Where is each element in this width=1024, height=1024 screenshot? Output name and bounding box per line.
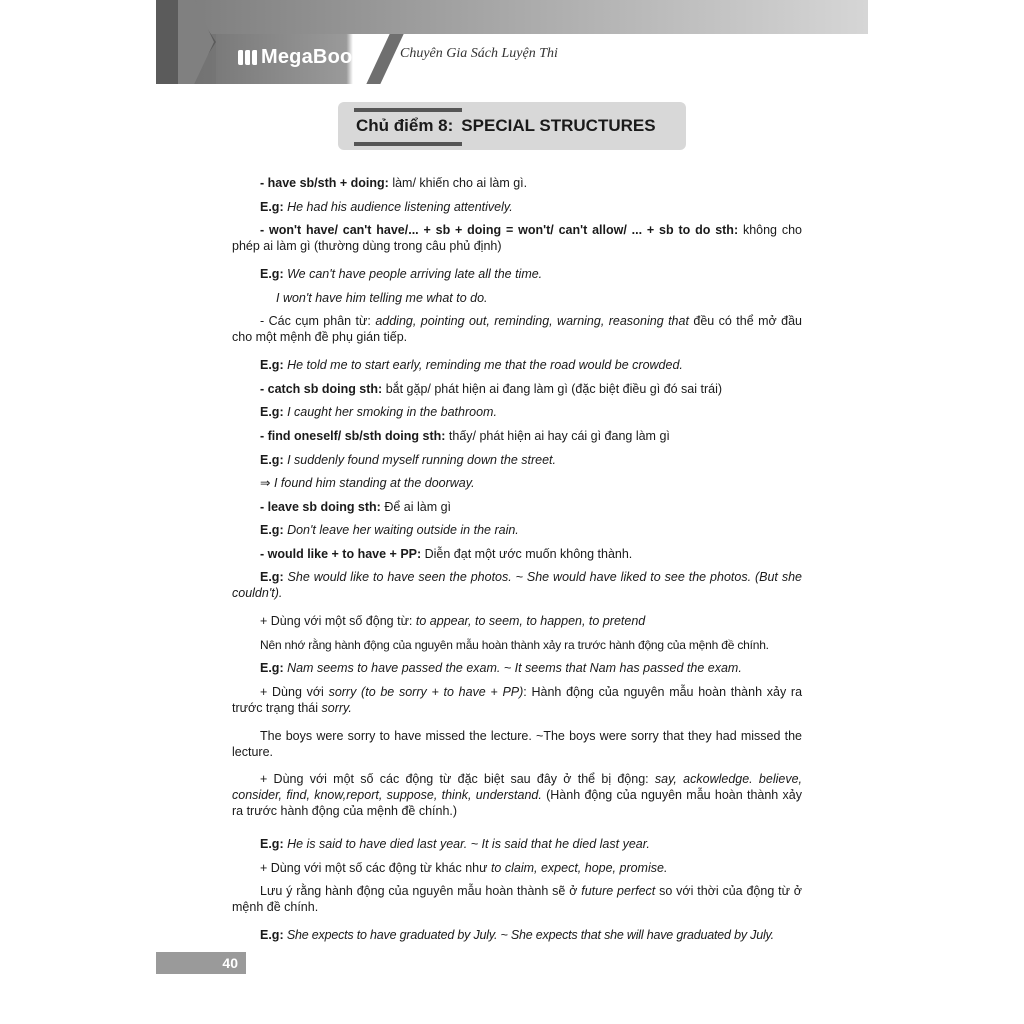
text-paragraph: - won't have/ can't have/... + sb + doing = won't/ can't allow/ ... + sb to do sth: không cho phép ai làm gì (thường dùng trong câu phủ định) [232, 223, 802, 253]
text-paragraph: + Dùng với sorry (to be sorry + to have + PP): Hành động của nguyên mẫu hoàn thành xảy ra trước trạng thái sorry. [232, 685, 803, 715]
text-line: - leave sb doing sth: Để ai làm gì [260, 500, 452, 514]
section-title [356, 116, 656, 136]
text-line: - would like + to have + PP: Diễn đạt một ước muốn không thành. [260, 547, 633, 561]
section-name: SPECIAL STRUCTURES [461, 116, 656, 135]
page-number: 40 [156, 952, 246, 974]
example-line: E.g: He told me to start early, reminding me that the road would be crowded. [260, 358, 683, 372]
text-paragraph: + Dùng với một số các động từ đặc biệt sau đây ở thể bị động: say, ackowledge. believe, consider, find, know,report, suppose, think, understand. (Hành động của nguyên mẫu hoàn thành xảy ra trước hành động của mệnh đề chính.) [232, 772, 803, 818]
example-line: E.g: Don't leave her waiting outside in the rain. [260, 523, 519, 537]
text-paragraph: The boys were sorry to have missed the lecture. ~The boys were sorry that they had missed the lecture. [232, 729, 802, 759]
text-line: - have sb/sth + doing: làm/ khiến cho ai làm gì. [260, 176, 528, 190]
example-line: E.g: We can't have people arriving late all the time. [260, 267, 543, 281]
text-line: - catch sb doing sth: bắt gặp/ phát hiện ai đang làm gì (đặc biệt điều gì đó sai trái) [260, 382, 723, 396]
example-line: E.g: Nam seems to have passed the exam. ~ It seems that Nam has passed the exam. [260, 661, 742, 675]
text-paragraph: Lưu ý rằng hành động của nguyên mẫu hoàn thành sẽ ở future perfect so với thời của động từ ở mệnh đề chính. [232, 884, 803, 914]
page-header [156, 0, 868, 84]
example-line: E.g: I caught her smoking in the bathroom. [260, 405, 497, 419]
example-line: E.g: I suddenly found myself running down the street. [260, 453, 556, 467]
brand-name: MegaBook [261, 45, 364, 68]
header-tagline: Chuyên Gia Sách Luyện Thi [400, 46, 558, 61]
text-line: + Dùng với một số các động từ khác như to claim, expect, hope, promise. [260, 861, 668, 875]
example-paragraph: E.g: She would like to have seen the photos. ~ She would have liked to see the photos. (But she couldn't). [232, 570, 802, 600]
example-line: E.g: She expects to have graduated by July. ~ She expects that she will have graduated by July. [260, 928, 774, 942]
arrow-icon: ⇒ [260, 476, 271, 490]
text-line: Nên nhớ rằng hành động của nguyên mẫu hoàn thành xảy ra trước hành động của mệnh đề chính. [260, 638, 769, 652]
example-line: ⇒ I found him standing at the doorway. [260, 476, 475, 490]
megabook-logo [238, 42, 364, 72]
section-label: Chủ điểm 8: [356, 116, 454, 135]
text-line: + Dùng với một số động từ: to appear, to seem, to happen, to pretend [260, 614, 646, 628]
example-line: E.g: He had his audience listening attentively. [260, 200, 513, 214]
book-page [156, 0, 868, 1024]
text-line: - find oneself/ sb/sth doing sth: thấy/ phát hiện ai hay cái gì đang làm gì [260, 429, 670, 443]
logo-mark-icon [238, 50, 257, 65]
example-line: E.g: He is said to have died last year. ~ It is said that he died last year. [260, 837, 650, 851]
example-line: I won't have him telling me what to do. [276, 291, 488, 305]
text-paragraph: - Các cụm phân từ: adding, pointing out, reminding, warning, reasoning that đều có thể mở đầu cho một mệnh đề phụ gián tiếp. [232, 314, 803, 344]
